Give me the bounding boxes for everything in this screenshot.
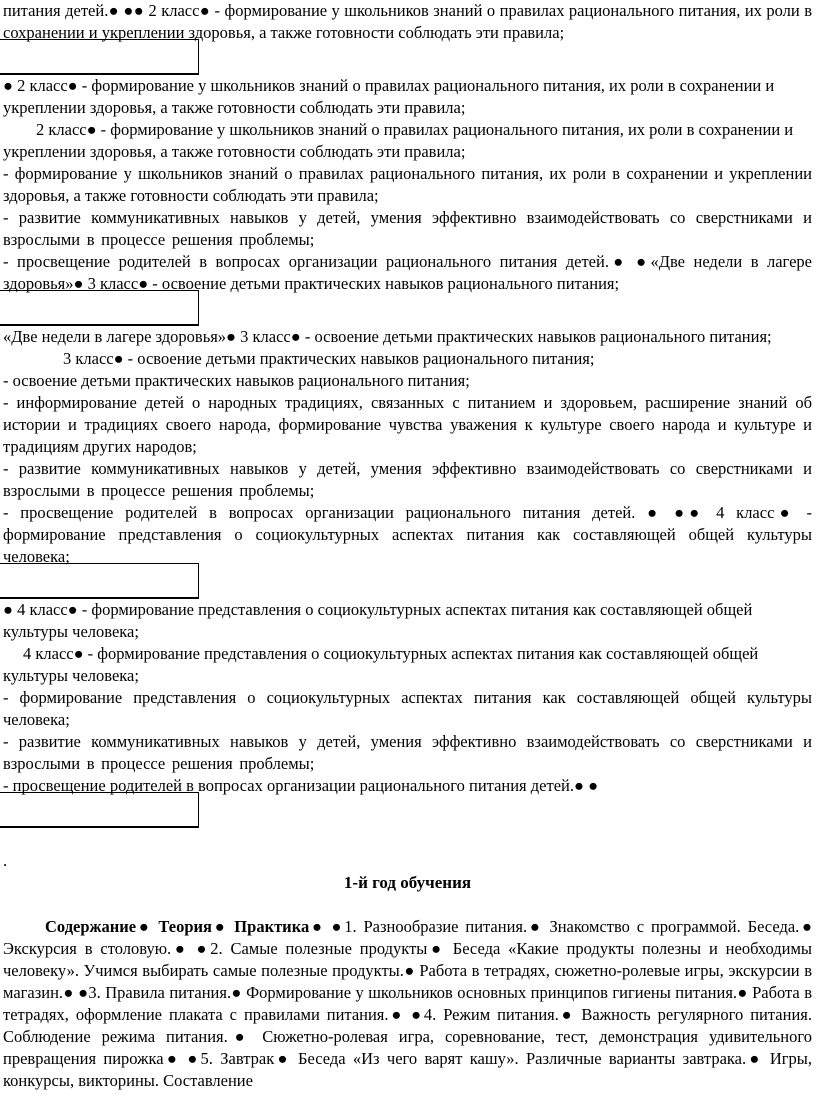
- content-body-text: ●1. Разнообразие питания.● Знакомство с программой. Беседа.● Экскурсия в столовую.● ●2. Самые полезные продукты● Беседа «Какие продукты полезны и необходимы человеку». Учимся выбирать самые полезные продукты.● Работа в тетрадях, сюжетно-ролевые игры, экскурсии в магазин.● ●3. Правила питания.● Формирование у школьников основных принципов гигиены питания.● Работа в тетрадях, оформление плаката с правилами питания.● ●4. Режим питания.● Важность регулярного питания. Соблюдение режима питания.● Сюжетно-ролевая игра, соревнование, тест, демонстрация удивительного превращения пирожка● ●5. Завтрак● Беседа «Из чего варят кашу». Различные варианты завтрака.● Игры, конкурсы, викторины. Составление: [3, 917, 812, 1090]
- paragraph-grade4-bullet: ● 4 класс● - формирование представления о социокультурных аспектах питания как составляющей общей культуры человека;: [3, 600, 753, 641]
- year1-heading: 1-й год обучения: [343, 873, 472, 892]
- paragraph-grade4-goal-communication: - развитие коммуникативных навыков у детей, умения эффективно взаимодействовать со сверстниками и взрослыми в процессе решения проблемы;: [3, 732, 812, 773]
- paragraph-grade3-camp-title: «Две недели в лагере здоровья»● 3 класс● - освоение детьми практических навыков рационального питания;: [3, 327, 772, 346]
- dot-line: .: [3, 851, 8, 870]
- empty-textbox-4: [0, 792, 199, 828]
- paragraph-grade4-goal-parents: - просвещение родителей в вопросах организации рационального питания детей.● ●: [3, 776, 599, 795]
- paragraph-grade2-intro: питания детей.● ●● 2 класс● - формирование у школьников знаний о правилах рационального питания, их роли в сохранении и укреплении здоровья, а также готовности соблюдать эти правила;: [3, 1, 812, 42]
- paragraph-grade2-goal-communication: - развитие коммуникативных навыков у детей, умения эффективно взаимодействовать со сверстниками и взрослыми в процессе решения проблемы;: [3, 208, 812, 249]
- paragraph-grade2-bullet: ● 2 класс● - формирование у школьников знаний о правилах рационального питания, их роли в сохранении и укреплении здоровья, а также готовности соблюдать эти правила;: [3, 76, 775, 117]
- paragraph-grade2-goal-knowledge: - формирование у школьников знаний о правилах рационального питания, их роли в сохранении и укреплении здоровья, а также готовности соблюдать эти правила;: [3, 164, 812, 205]
- empty-textbox-3: [0, 563, 199, 599]
- paragraph-grade4-goal-culture: - формирование представления о социокультурных аспектах питания как составляющей общей культуры человека;: [3, 688, 812, 729]
- paragraph-grade2-indented: 2 класс● - формирование у школьников знаний о правилах рационального питания, их роли в сохранении и укреплении здоровья, а также готовности соблюдать эти правила;: [3, 120, 794, 161]
- paragraph-grade4-indented: 4 класс● - формирование представления о социокультурных аспектах питания как составляющей общей культуры человека;: [3, 644, 759, 685]
- paragraph-grade3-goal-skills: - освоение детьми практических навыков рационального питания;: [3, 371, 470, 390]
- paragraph-grade3-goal-parents: - просвещение родителей в вопросах организации рационального питания детей. ● ●● 4 класс● - формирование представления о социокультурных аспектах питания как составляющей общей культуры человека;: [3, 503, 812, 566]
- paragraph-grade2-goal-parents: - просвещение родителей в вопросах организации рационального питания детей.● ●«Две недели в лагере здоровья»● 3 класс● - освоение детьми практических навыков рационального питания;: [3, 252, 812, 293]
- content-paragraph: [3, 916, 812, 1092]
- empty-textbox-2: [0, 290, 199, 326]
- empty-textbox-1: [0, 39, 199, 75]
- paragraph-grade3-indented: 3 класс● - освоение детьми практических навыков рационального питания;: [63, 349, 595, 368]
- blank-line: [3, 894, 812, 916]
- paragraph-grade3-goal-traditions: - информирование детей о народных традициях, связанных с питанием и здоровьем, расширение знаний об истории и традициях своего народа, формирование чувства уважения к культуре своего народа и культуре и традициям других народов;: [3, 393, 812, 456]
- paragraph-grade3-goal-communication: - развитие коммуникативных навыков у детей, умения эффективно взаимодействовать со сверстниками и взрослыми в процессе решения проблемы;: [3, 459, 812, 500]
- content-lead-bold: Содержание● Теория● Практика●: [45, 917, 325, 936]
- blank-line: [3, 828, 812, 850]
